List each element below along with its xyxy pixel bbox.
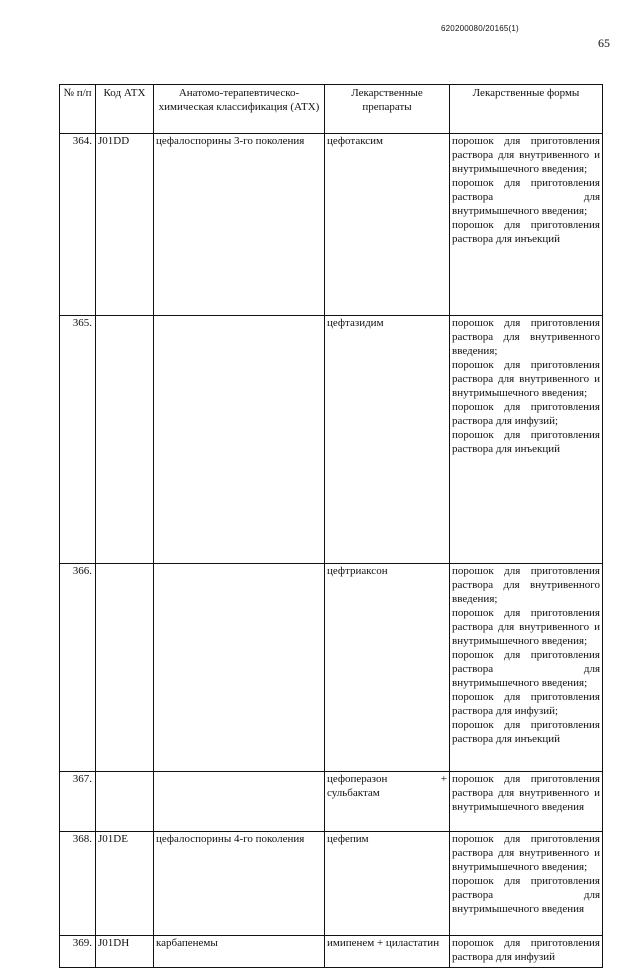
row-number: 364. bbox=[60, 134, 96, 316]
drug-name: цефтриаксон bbox=[325, 564, 450, 772]
dosage-form: порошок для приготовления раствора для внутривенного и внутримышечного введения bbox=[452, 773, 600, 813]
row-number: 368. bbox=[60, 832, 96, 936]
drug-name: цефотаксим bbox=[325, 134, 450, 316]
dosage-form: порошок для приготовления раствора для внутримышечного введения; bbox=[452, 177, 600, 217]
atc-classification bbox=[154, 564, 325, 772]
dosage-form: порошок для приготовления раствора для инъекций bbox=[452, 429, 600, 455]
column-header-dosage-forms: Лекарственные формы bbox=[450, 85, 603, 134]
atc-classification bbox=[154, 772, 325, 832]
drug-name: цефтазидим bbox=[325, 316, 450, 564]
table-row bbox=[60, 316, 603, 564]
dosage-forms bbox=[450, 832, 603, 936]
drug-name: цефепим bbox=[325, 832, 450, 936]
dosage-form: порошок для приготовления раствора для инъекций bbox=[452, 719, 600, 745]
dosage-form: порошок для приготовления раствора для инфузий; bbox=[452, 401, 600, 427]
dosage-form: порошок для приготовления раствора для внутримышечного введения; bbox=[452, 649, 600, 689]
row-number: 365. bbox=[60, 316, 96, 564]
atc-code bbox=[96, 316, 154, 564]
atc-code: J01DD bbox=[96, 134, 154, 316]
table-row bbox=[60, 772, 603, 832]
medication-table bbox=[59, 84, 603, 968]
table-header-row bbox=[60, 85, 603, 134]
dosage-form: порошок для приготовления раствора для внутривенного введения; bbox=[452, 565, 600, 605]
dosage-forms bbox=[450, 316, 603, 564]
drug-name: имипенем + циластатин bbox=[325, 936, 450, 968]
atc-classification bbox=[154, 316, 325, 564]
dosage-form: порошок для приготовления раствора для внутримышечного введения bbox=[452, 875, 600, 915]
document-id: 620200080/20165(1) bbox=[441, 24, 519, 33]
dosage-forms bbox=[450, 564, 603, 772]
atc-classification: цефалоспорины 3-го поколения bbox=[154, 134, 325, 316]
dosage-form: порошок для приготовления раствора для внутривенного введения; bbox=[452, 317, 600, 357]
table-row bbox=[60, 936, 603, 968]
table-row bbox=[60, 134, 603, 316]
atc-classification: карбапенемы bbox=[154, 936, 325, 968]
column-header-atc-code: Код АТХ bbox=[96, 85, 154, 134]
dosage-form: порошок для приготовления раствора для внутривенного и внутримышечного введения; bbox=[452, 359, 600, 399]
page-number: 65 bbox=[598, 36, 610, 50]
table-row bbox=[60, 564, 603, 772]
column-header-atc-classification: Анатомо-терапевтическо-химическая классификация (АТХ) bbox=[154, 85, 325, 134]
dosage-form: порошок для приготовления раствора для внутривенного и внутримышечного введения; bbox=[452, 135, 600, 175]
dosage-form: порошок для приготовления раствора для внутривенного и внутримышечного введения; bbox=[452, 607, 600, 647]
atc-classification: цефалоспорины 4-го поколения bbox=[154, 832, 325, 936]
column-header-drugs: Лекарственные препараты bbox=[325, 85, 450, 134]
atc-code bbox=[96, 772, 154, 832]
row-number: 367. bbox=[60, 772, 96, 832]
row-number: 366. bbox=[60, 564, 96, 772]
atc-code bbox=[96, 564, 154, 772]
table-row bbox=[60, 832, 603, 936]
dosage-form: порошок для приготовления раствора для инфузий; bbox=[452, 691, 600, 717]
row-number: 369. bbox=[60, 936, 96, 968]
dosage-form: порошок для приготовления раствора для инъекций bbox=[452, 219, 600, 245]
drug-name: цефоперазон + сульбактам bbox=[325, 772, 450, 832]
atc-code: J01DH bbox=[96, 936, 154, 968]
dosage-forms bbox=[450, 134, 603, 316]
column-header-number: № п/п bbox=[60, 85, 96, 134]
dosage-form: порошок для приготовления раствора для внутривенного и внутримышечного введения; bbox=[452, 833, 600, 873]
dosage-forms bbox=[450, 772, 603, 832]
dosage-forms bbox=[450, 936, 603, 968]
dosage-form: порошок для приготовления раствора для инфузий bbox=[452, 937, 600, 963]
atc-code: J01DE bbox=[96, 832, 154, 936]
